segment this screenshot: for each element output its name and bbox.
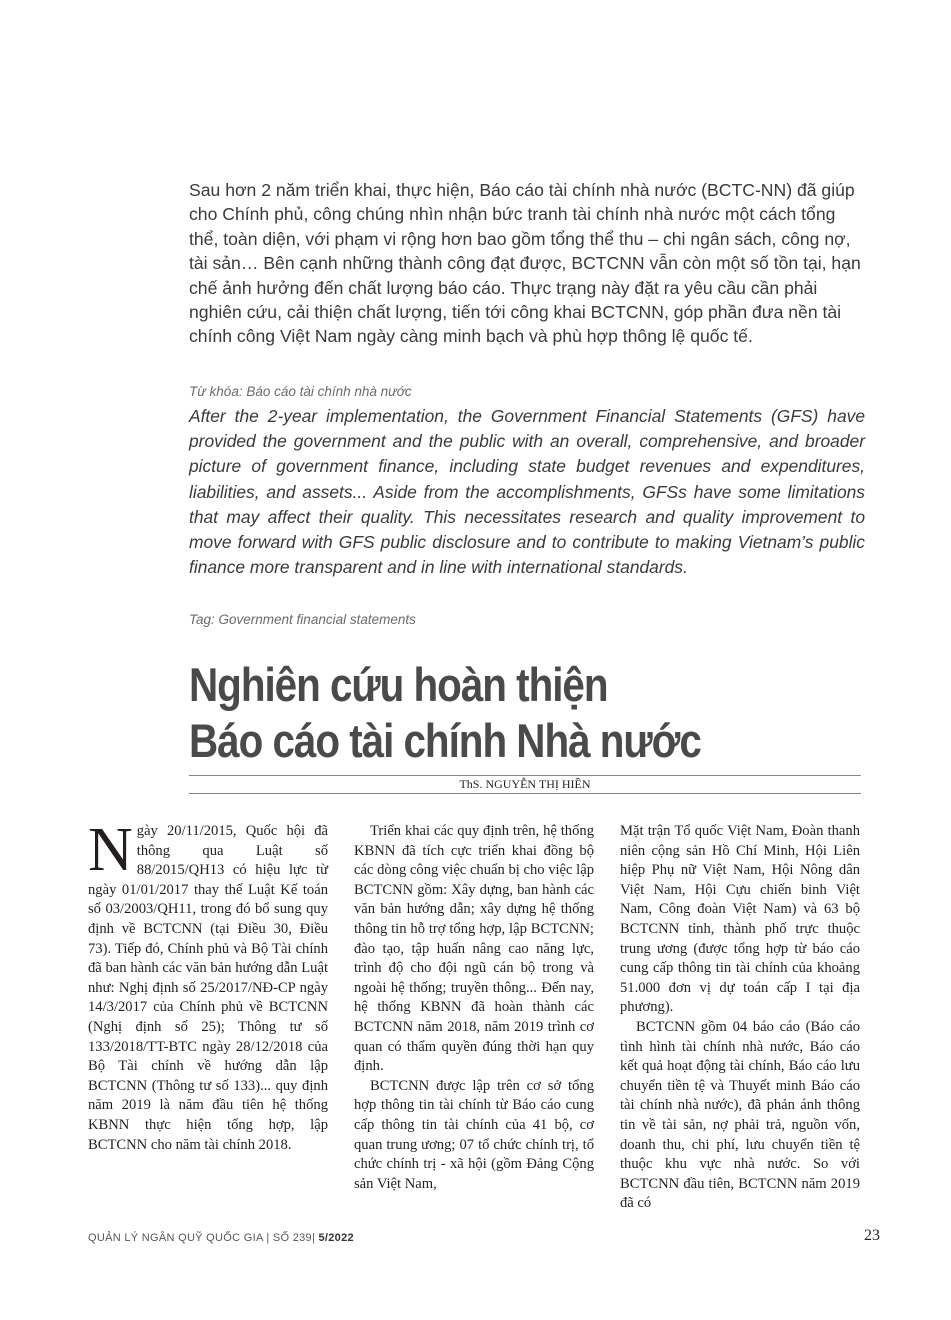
tag-line: Tag: Government financial statements [189,612,416,627]
body-column-3 [620,822,860,1214]
body-paragraph [88,816,328,1155]
article-title [189,657,791,769]
drop-cap: N [88,816,133,884]
body-paragraph: Triển khai các quy định trên, hệ thống KBNN đã tích cực triển khai đồng bộ các dòng công việc chuẩn bị cho việc lập BCTCNN gồm: Xây dựng, ban hành các văn bản hướng dẫn; xây dựng hệ thống thông tin hỗ trợ tổng hợp, lập BCTCNN; đào tạo, tập huấn nâng cao năng lực, trình độ cho đội ngũ cán bộ trong và ngoài hệ thống; truyền thông... Đến nay, hệ thống KBNN đã hoàn thành các BCTCNN năm 2018, năm 2019 trình cơ quan có thẩm quyền đúng thời hạn quy định. [354,823,594,1075]
abstract-english: After the 2-year implementation, the Government Financial Statements (GFS) have provided the government and the public with an overall, comprehensive, and broader picture of government finance, including state budget revenues and expenditures, liabilities, and assets... Aside from the accomplishments, GFSs have some limitations that may affect their quality. This necessitates research and quality improvement to move forward with GFS public disclosure and to contribute to making Vietnam’s public finance more transparent and in line with international standards. [189,406,865,578]
body-paragraph: BCTCNN gồm 04 báo cáo (Báo cáo tình hình tài chính nhà nước, Báo cáo kết quả hoạt động tài chính, Báo cáo lưu chuyển tiền tệ và Thuyết minh Báo cáo tài chính nhà nước), đã phản ánh thông tin về tài sản, nợ phải trả, nguồn vốn, doanh thu, chi phí, lưu chuyển tiền tệ thuộc khu vực nhà nước. So với BCTCNN đầu tiên, BCTCNN năm 2019 đã có [620,1018,860,1212]
body-paragraph: Mặt trận Tổ quốc Việt Nam, Đoàn thanh niên cộng sản Hồ Chí Minh, Hội Liên hiệp Phụ nữ Việt Nam, Hội Nông dân Việt Nam, Hội Cựu chiến binh Việt Nam, Công đoàn Việt Nam) và 63 bộ BCTCNN tỉnh, thành phố trực thuộc trung ương (được tổng hợp từ báo cáo cung cấp thông tin tài chính của khoảng 51.000 đơn vị dự toán cấp I tại địa phương). [620,823,860,1016]
body-paragraph-text: gày 20/11/2015, Quốc hội đã thông qua Luật số 88/2015/QH13 có hiệu lực từ ngày 01/01/2017 thay thế Luật Kế toán số 03/2003/QH11, trong đó bổ sung quy định về BCTCNN (tại Điều 30, Điều 73). Tiếp đó, Chính phủ và Bộ Tài chính đã ban hành các văn bản hướng dẫn Luật như: Nghị định số 25/2017/NĐ-CP ngày 14/3/2017 của Chính phủ về BCTCNN (Nghị định số 25); Thông tư số 133/2018/TT-BTC ngày 28/12/2018 của Bộ Tài chính về hướng dẫn lập BCTCNN (Thông tư số 133)... quy định năm 2019 là năm đầu tiên hệ thống KBNN thực hiện tổng hợp, lập BCTCNN cho năm tài chính 2018. [88,823,328,1153]
body-column-1 [88,816,328,1155]
author-byline: ThS. NGUYỄN THỊ HIỀN [459,777,591,791]
body-paragraph: BCTCNN được lập trên cơ sở tổng hợp thông tin tài chính từ Báo cáo cung cấp thông tin tài chính của 41 bộ, cơ quan trung ương; 07 tổ chức chính trị, tổ chức chính trị - xã hội (gồm Đảng Cộng sản Việt Nam, [354,1077,594,1192]
article-title-line-1: Nghiên cứu hoàn thiện [189,658,608,711]
article-title-line-2: Báo cáo tài chính Nhà nước [189,714,701,767]
footer-publication-name: QUẢN LÝ NGÂN QUỸ QUỐC GIA | SỐ 239| [88,1232,319,1244]
footer-publication [88,1231,354,1245]
keywords-line: Từ khóa: Báo cáo tài chính nhà nước [189,384,412,399]
footer-issue-date: 5/2022 [318,1232,354,1244]
page-number: 23 [864,1227,880,1244]
abstract-vietnamese: Sau hơn 2 năm triển khai, thực hiện, Báo cáo tài chính nhà nước (BCTC-NN) đã giúp cho Chính phủ, công chúng nhìn nhận bức tranh tài chính nhà nước một cách tổng thể, toàn diện, với phạm vi rộng hơn bao gồm tổng thể thu – chi ngân sách, công nợ, tài sản… Bên cạnh những thành công đạt được, BCTCNN vẫn còn một số tồn tại, hạn chế ảnh hưởng đến chất lượng báo cáo. Thực trạng này đặt ra yêu cầu cần phải nghiên cứu, cải thiện chất lượng, tiến tới công khai BCTCNN, góp phần đưa nền tài chính công Việt Nam ngày càng minh bạch và phù hợp thông lệ quốc tế. [189,180,861,347]
body-column-2 [354,822,594,1194]
author-rule-bottom [189,793,861,794]
author-rule-top [189,775,861,776]
